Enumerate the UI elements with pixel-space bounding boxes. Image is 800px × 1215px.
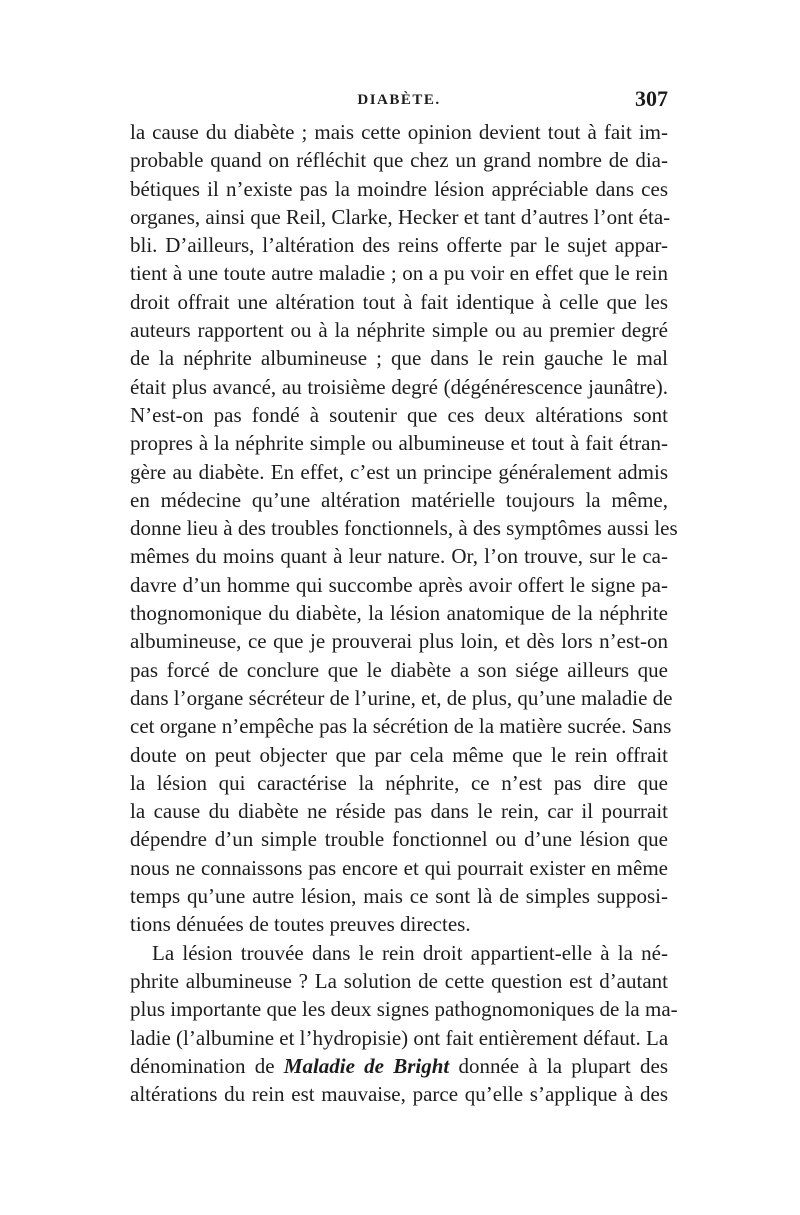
text-line: de la néphrite albumineuse ; que dans le rein gauche le mal bbox=[130, 346, 668, 371]
text-line: davre d’un homme qui succombe après avoir offert le signe pa- bbox=[130, 572, 668, 597]
text-line: propres à la néphrite simple ou albumineuse et tout à fait étran- bbox=[130, 431, 668, 456]
text-line: tions dénuées de toutes preuves directes. bbox=[130, 912, 471, 937]
text-line: la cause du diabète ; mais cette opinion devient tout à fait im- bbox=[130, 120, 668, 144]
text-line: organes, ainsi que Reil, Clarke, Hecker et tant d’autres l’ont éta- bbox=[130, 204, 671, 229]
text-line: pas forcé de conclure que le diabète a son siége ailleurs que bbox=[130, 657, 668, 682]
text-line: cet organe n’empêche pas la sécrétion de la matière sucrée. Sans bbox=[130, 714, 672, 739]
text-line: auteurs rapportent ou à la néphrite simple ou au premier degré bbox=[130, 318, 668, 343]
text-line: était plus avancé, au troisième degré (dégénérescence jaunâtre). bbox=[130, 374, 668, 399]
text-line: N’est-on pas fondé à soutenir que ces deux altérations sont bbox=[130, 402, 668, 427]
text-line: donne lieu à des troubles fonctionnels, à des symptômes aussi les bbox=[130, 516, 678, 541]
text-line: probable quand on réfléchit que chez un grand nombre de dia- bbox=[130, 148, 668, 173]
text-line: thognomonique du diabète, la lésion anatomique de la néphrite bbox=[130, 601, 668, 626]
text-line: doute on peut objecter que par cela même que le rein offrait bbox=[130, 742, 668, 767]
text-line bbox=[130, 1052, 668, 1080]
text-line: en médecine qu’une altération matérielle toujours la même, bbox=[130, 487, 668, 512]
text-line: la lésion qui caractérise la néphrite, ce n’est pas dire que bbox=[130, 770, 668, 795]
paragraph bbox=[130, 939, 678, 1109]
paragraph bbox=[130, 118, 678, 939]
text-line: dans l’organe sécréteur de l’urine, et, de plus, qu’une maladie de bbox=[130, 685, 673, 710]
running-title: DIABÈTE. bbox=[357, 92, 441, 108]
text-line: gère au diabète. En effet, c’est un principe généralement admis bbox=[130, 459, 668, 484]
text-line: temps qu’une autre lésion, mais ce sont là de simples supposi- bbox=[130, 884, 668, 909]
text-line: phrite albumineuse ? La solution de cette question est d’autant bbox=[130, 968, 668, 993]
text-run: dénomination de bbox=[130, 1053, 284, 1078]
text-line: dépendre d’un simple trouble fonctionnel ou d’une lésion que bbox=[130, 827, 668, 852]
text-line: bli. D’ailleurs, l’altération des reins offerte par le sujet appar- bbox=[130, 233, 668, 258]
text-line: albumineuse, ce que je prouverai plus loin, et dès lors n’est-on bbox=[130, 629, 668, 654]
text-line: ladie (l’albumine et l’hydropisie) ont fait entièrement défaut. La bbox=[130, 1025, 669, 1050]
text-run: donnée à la plupart des bbox=[449, 1053, 668, 1078]
text-line: mêmes du moins quant à leur nature. Or, l’on trouve, sur le ca- bbox=[130, 544, 668, 569]
italic-term: Maladie de Bright bbox=[283, 1053, 450, 1078]
page-number: 307 bbox=[635, 86, 668, 111]
text-line: plus importante que les deux signes pathognomoniques de la ma- bbox=[130, 997, 678, 1022]
running-head bbox=[130, 86, 668, 116]
text-line: bétiques il n’existe pas la moindre lésion appréciable dans ces bbox=[130, 176, 668, 201]
text-line: la cause du diabète ne réside pas dans le rein, car il pourrait bbox=[130, 799, 668, 824]
text-line: droit offrait une altération tout à fait identique à celle que les bbox=[130, 289, 668, 314]
text-line: nous ne connaissons pas encore et qui pourrait exister en même bbox=[130, 855, 668, 880]
text-line: altérations du rein est mauvaise, parce qu’elle s’applique à des bbox=[130, 1082, 668, 1107]
text-line: La lésion trouvée dans le rein droit appartient-elle à la né- bbox=[152, 940, 668, 965]
body-text bbox=[130, 118, 678, 1108]
text-line: tient à une toute autre maladie ; on a pu voir en effet que le rein bbox=[130, 261, 668, 286]
